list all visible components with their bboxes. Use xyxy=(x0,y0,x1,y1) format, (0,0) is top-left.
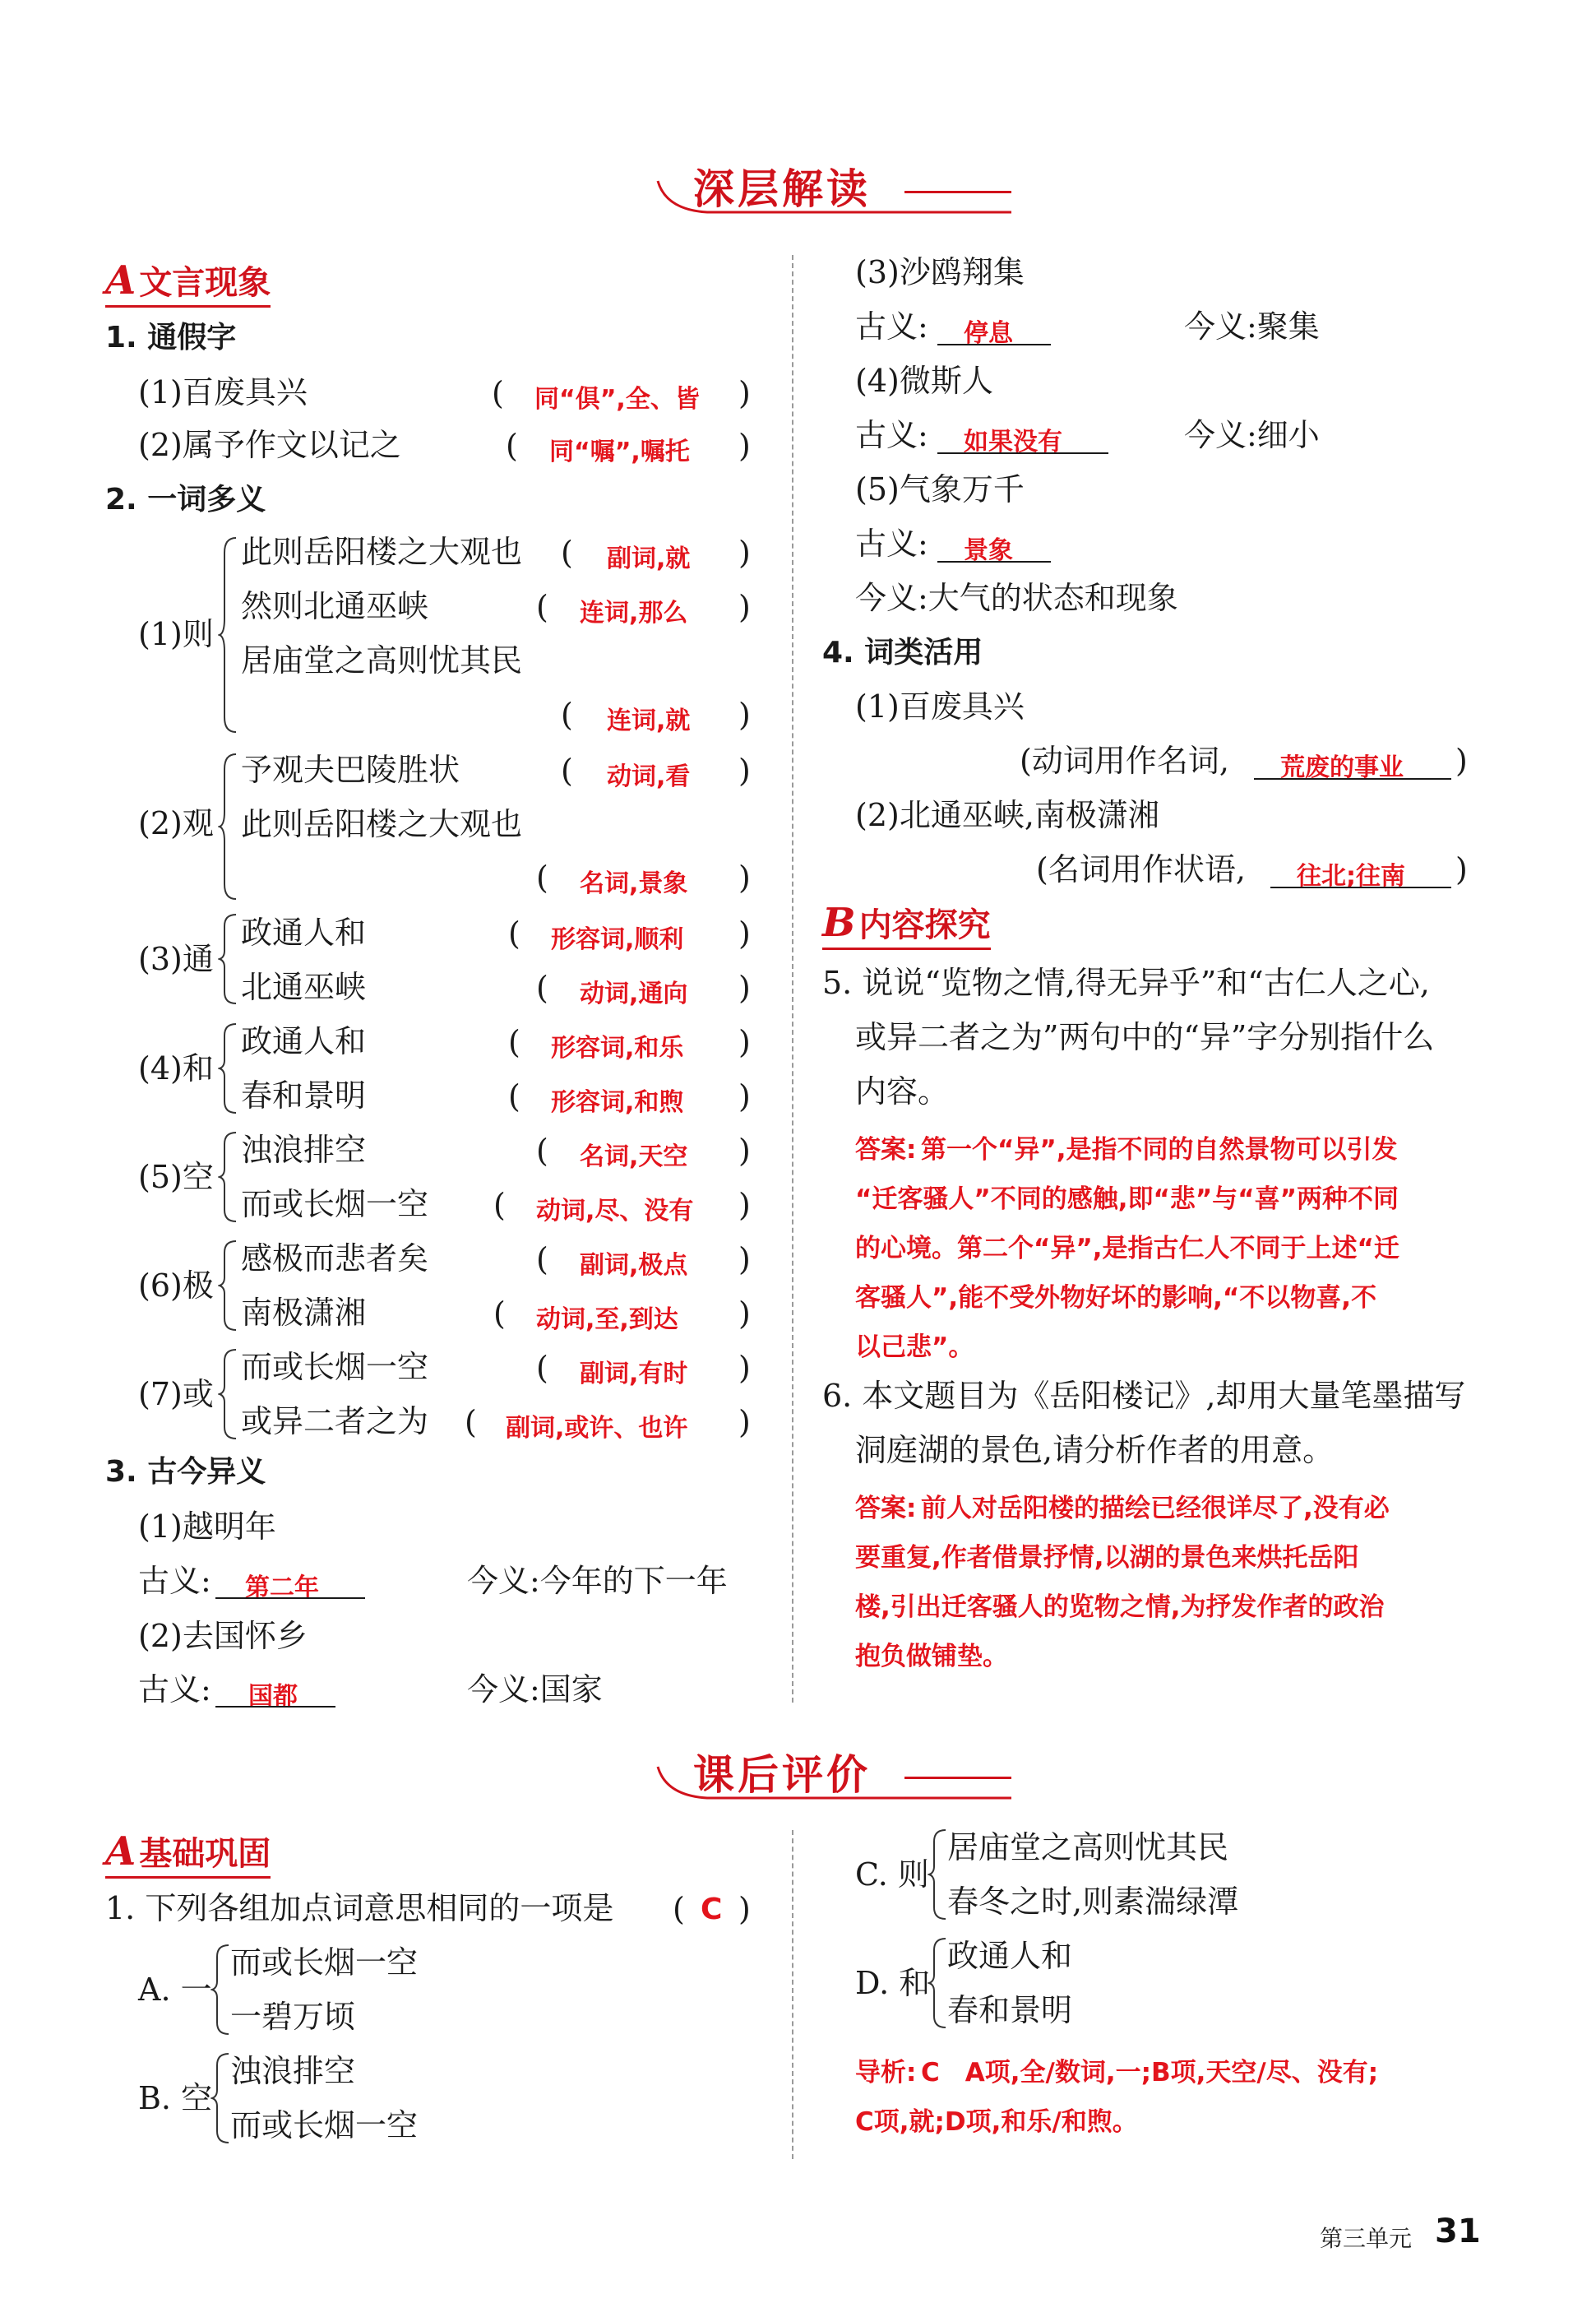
q2-g3-answer-1: 形容词,顺利 xyxy=(551,925,684,954)
paren-close: ) xyxy=(738,697,751,733)
q2-group-7-label: (7)或 xyxy=(138,1376,214,1412)
brace-icon xyxy=(218,1131,239,1223)
answer-underline xyxy=(215,1597,365,1599)
section-title-ornament xyxy=(650,164,1028,222)
section-title-after-class: 课后评价 xyxy=(693,1751,871,1799)
q2-g2-answer-2: 名词,景象 xyxy=(580,869,688,898)
q2-g2-answer-1: 动词,看 xyxy=(607,762,691,791)
q5-answer-line-5: 以己悲”。 xyxy=(855,1332,974,1362)
q3-item-2-ancient-label: 古义: xyxy=(138,1671,211,1708)
q2-g1-answer-3: 连词,就 xyxy=(607,707,691,735)
mcq-option-c-line-1: 居庙堂之高则忧其民 xyxy=(947,1829,1229,1865)
q2-group-2-label: (2)观 xyxy=(138,805,214,841)
section-title-ornament xyxy=(650,1750,1028,1808)
mcq-stem: 1. 下列各组加点词意思相同的一项是 xyxy=(105,1890,614,1926)
q2-g4-answer-2: 形容词,和煦 xyxy=(551,1088,684,1117)
paren-close: ) xyxy=(738,1295,751,1332)
mcq-option-b-label: B. 空 xyxy=(138,2080,213,2116)
paren-open: ( xyxy=(508,1024,520,1060)
mcq-option-b-line-1: 浊浪排空 xyxy=(230,2053,356,2089)
q2-g2-line-2: 此则岳阳楼之大观也 xyxy=(241,806,523,842)
subhead-letter-b: B xyxy=(822,900,856,946)
q4-title: 4. 词类活用 xyxy=(822,636,983,670)
q1-item-2-text: (2)属予作文以记之 xyxy=(138,427,401,463)
subhead-label: 基础巩固 xyxy=(139,1835,271,1873)
q5-answer-line-1: 第一个“异”,是指不同的自然景物可以引发 xyxy=(921,1135,1398,1165)
paren-close: ) xyxy=(738,1241,751,1277)
q2-g5-line-1: 浊浪排空 xyxy=(241,1132,367,1168)
q5-answer-line-2: “迁客骚人”不同的感触,即“悲”与“喜”两种不同 xyxy=(855,1184,1399,1214)
q6-line-1: 6. 本文题目为《岳阳楼记》,却用大量笔墨描写 xyxy=(822,1378,1466,1414)
q4-item-1-answer: 荒废的事业 xyxy=(1280,753,1404,782)
paren-open: ( xyxy=(536,1350,548,1386)
answer-underline xyxy=(1254,778,1451,780)
q3-item-4-word: (4)微斯人 xyxy=(855,363,993,399)
q3-item-1-ancient: 第二年 xyxy=(245,1573,319,1602)
q1-item-1-text: (1)百废具兴 xyxy=(138,374,308,410)
paren-open: ( xyxy=(493,1187,506,1223)
q3-title: 3. 古今异义 xyxy=(105,1455,266,1489)
q3-item-4-ancient: 如果没有 xyxy=(964,428,1062,456)
q6-answer-label: 答案: xyxy=(855,1494,917,1523)
q3-item-2-ancient: 国都 xyxy=(248,1682,298,1711)
q4-item-2-close: ) xyxy=(1455,851,1468,887)
q2-g5-line-2: 而或长烟一空 xyxy=(241,1186,429,1222)
brace-icon xyxy=(218,913,239,1005)
q2-group-1-label: (1)则 xyxy=(138,616,214,652)
q2-g6-answer-2: 动词,至,到达 xyxy=(536,1305,678,1334)
q2-g6-line-1: 感极而悲者矣 xyxy=(241,1240,429,1277)
column-divider xyxy=(792,255,793,1703)
q4-item-2-answer: 往北;往南 xyxy=(1297,862,1405,891)
paren-close: ) xyxy=(738,1133,751,1169)
section-title-rule xyxy=(904,191,1011,193)
brace-icon xyxy=(210,1944,232,2036)
q2-g2-line-1: 予观夫巴陵胜状 xyxy=(241,752,460,788)
paren-open: ( xyxy=(536,1241,548,1277)
q4-item-1-close: ) xyxy=(1455,743,1468,779)
brace-icon xyxy=(218,536,239,734)
q6-answer-line-2: 要重复,作者借景抒情,以湖的景色来烘托岳阳 xyxy=(855,1543,1359,1573)
q2-g7-line-1: 而或长烟一空 xyxy=(241,1349,429,1385)
paren-close: ) xyxy=(738,1187,751,1223)
q2-g1-line-3: 居庙堂之高则忧其民 xyxy=(241,642,523,679)
q3-item-1-ancient-label: 古义: xyxy=(138,1563,211,1599)
mcq-option-c-label: C. 则 xyxy=(855,1856,929,1893)
paren-open: ( xyxy=(561,697,573,733)
brace-icon xyxy=(928,1937,949,2029)
q2-g1-line-2: 然则北通巫峡 xyxy=(241,588,429,624)
q3-item-1-word: (1)越明年 xyxy=(138,1508,276,1545)
subhead-content-inquiry xyxy=(822,899,991,950)
q2-group-4-label: (4)和 xyxy=(138,1050,214,1087)
mcq-option-a-label: A. 一 xyxy=(138,1972,212,2008)
answer-underline xyxy=(937,344,1051,345)
subhead-label: 内容探究 xyxy=(858,906,991,944)
mcq-option-d-line-2: 春和景明 xyxy=(947,1992,1073,2028)
q2-g3-line-2: 北通巫峡 xyxy=(241,969,367,1005)
paren-open: ( xyxy=(508,1078,520,1114)
mcq-answer: C xyxy=(701,1893,723,1926)
q3-item-1-modern: 今义:今年的下一年 xyxy=(467,1563,728,1599)
paren-open: ( xyxy=(506,428,518,464)
paren-close: ) xyxy=(738,589,751,625)
q2-g1-answer-2: 连词,那么 xyxy=(580,599,688,628)
q3-item-5-ancient: 景象 xyxy=(964,536,1013,565)
q2-g5-answer-2: 动词,尽、没有 xyxy=(536,1197,694,1226)
mcq-option-a-line-2: 一碧万顷 xyxy=(230,1999,356,2035)
q5-answer-line-3: 的心境。第二个“异”,是指古仁人不同于上述“迁 xyxy=(855,1234,1399,1263)
q6-answer-line-4: 抱负做铺垫。 xyxy=(855,1642,1008,1671)
subhead-classical-phenomena xyxy=(105,257,271,308)
answer-underline xyxy=(937,452,1108,454)
q4-item-2-note: (名词用作状语, xyxy=(1036,851,1246,887)
q2-group-3-label: (3)通 xyxy=(138,941,214,977)
q2-g7-answer-2: 副词,或许、也许 xyxy=(506,1414,688,1443)
mcq-option-c-line-2: 春冬之时,则素湍绿潭 xyxy=(947,1884,1239,1920)
paren-close: ) xyxy=(738,428,751,464)
paren-open: ( xyxy=(465,1404,477,1440)
mcq-option-d-label: D. 和 xyxy=(855,1965,931,2001)
q3-item-2-word: (2)去国怀乡 xyxy=(138,1618,308,1654)
paren-close: ) xyxy=(738,1078,751,1114)
subhead-letter-a: A xyxy=(105,1828,136,1874)
q3-item-3-modern: 今义:聚集 xyxy=(1184,308,1320,345)
paren-close: ) xyxy=(738,1350,751,1386)
brace-icon xyxy=(218,753,239,901)
q5-answer-line-4: 客骚人”,能不受外物好坏的影响,“不以物喜,不 xyxy=(855,1283,1377,1313)
mcq-analysis-line-2: C项,就;D项,和乐/和煦。 xyxy=(855,2107,1138,2137)
q3-item-5-ancient-label: 古义: xyxy=(855,526,928,562)
paren-open: ( xyxy=(536,970,548,1006)
q2-g3-answer-2: 动词,通向 xyxy=(580,980,688,1008)
mcq-analysis-line-1: C A项,全/数词,一;B项,天空/尽、没有; xyxy=(921,2058,1379,2088)
q2-g3-line-1: 政通人和 xyxy=(241,915,367,951)
paren-close: ) xyxy=(738,535,751,571)
answer-underline xyxy=(215,1706,335,1708)
answer-underline xyxy=(937,561,1051,563)
q6-answer-line-3: 楼,引出迁客骚人的览物之情,为抒发作者的政治 xyxy=(855,1592,1385,1622)
section-title-rule xyxy=(904,1777,1011,1779)
paren-close: ) xyxy=(738,915,751,952)
page-number: 31 xyxy=(1435,2213,1481,2250)
paren-close: ) xyxy=(738,1891,751,1927)
q4-item-2-text: (2)北通巫峡,南极潇湘 xyxy=(855,797,1159,833)
q2-group-5-label: (5)空 xyxy=(138,1159,214,1195)
mcq-option-b-line-2: 而或长烟一空 xyxy=(230,2107,419,2143)
q2-g4-answer-1: 形容词,和乐 xyxy=(551,1034,684,1063)
paren-close: ) xyxy=(738,375,751,411)
brace-icon xyxy=(218,1348,239,1440)
brace-icon xyxy=(218,1240,239,1332)
q3-item-3-ancient: 停息 xyxy=(964,319,1013,348)
paren-open: ( xyxy=(561,535,573,571)
brace-icon xyxy=(218,1022,239,1114)
q6-answer-line-1: 前人对岳阳楼的描绘已经很详尽了,没有必 xyxy=(921,1494,1390,1523)
answer-underline xyxy=(1270,887,1451,888)
brace-icon xyxy=(210,2052,232,2144)
q2-group-6-label: (6)极 xyxy=(138,1267,214,1304)
q2-g7-answer-1: 副词,有时 xyxy=(580,1360,688,1388)
subhead-letter-a: A xyxy=(105,257,136,304)
subhead-basic-consolidation xyxy=(105,1828,271,1879)
q2-g6-line-2: 南极潇湘 xyxy=(241,1295,367,1331)
q2-g4-line-1: 政通人和 xyxy=(241,1023,367,1059)
footer-unit: 第三单元 xyxy=(1320,2225,1413,2252)
paren-open: ( xyxy=(673,1891,685,1927)
paren-open: ( xyxy=(561,753,573,789)
q1-item-1-answer: 同“俱”,全、皆 xyxy=(534,385,700,414)
column-divider xyxy=(792,1830,793,2159)
q3-item-2-modern: 今义:国家 xyxy=(467,1671,603,1708)
q5-line-1: 5. 说说“览物之情,得无异乎”和“古仁人之心, xyxy=(822,965,1430,1001)
q2-g4-line-2: 春和景明 xyxy=(241,1077,367,1114)
brace-icon xyxy=(928,1828,949,1921)
q3-item-4-modern: 今义:细小 xyxy=(1184,417,1320,453)
mcq-option-a-line-1: 而或长烟一空 xyxy=(230,1944,419,1981)
paren-open: ( xyxy=(492,375,504,411)
paren-close: ) xyxy=(738,1024,751,1060)
q3-item-5-word: (5)气象万千 xyxy=(855,471,1025,507)
mcq-option-d-line-1: 政通人和 xyxy=(947,1938,1073,1974)
paren-open: ( xyxy=(536,860,548,896)
q2-g1-answer-1: 副词,就 xyxy=(607,544,691,573)
q3-item-4-ancient-label: 古义: xyxy=(855,417,928,453)
section-title-deep-reading: 深层解读 xyxy=(693,165,871,213)
q4-item-1-note: (动词用作名词, xyxy=(1020,743,1229,779)
q3-item-5-modern: 今义:大气的状态和现象 xyxy=(855,580,1178,616)
q2-g7-line-2: 或异二者之为 xyxy=(241,1403,429,1439)
paren-close: ) xyxy=(738,860,751,896)
q2-g5-answer-1: 名词,天空 xyxy=(580,1142,688,1171)
subhead-label: 文言现象 xyxy=(139,264,271,302)
paren-close: ) xyxy=(738,753,751,789)
q3-item-3-ancient-label: 古义: xyxy=(855,308,928,345)
paren-close: ) xyxy=(738,1404,751,1440)
q2-g1-line-1: 此则岳阳楼之大观也 xyxy=(241,534,523,570)
paren-close: ) xyxy=(738,970,751,1006)
q4-item-1-text: (1)百废具兴 xyxy=(855,688,1025,725)
q1-title: 1. 通假字 xyxy=(105,321,237,354)
paren-open: ( xyxy=(536,589,548,625)
paren-open: ( xyxy=(493,1295,506,1332)
q2-g6-answer-1: 副词,极点 xyxy=(580,1251,688,1280)
mcq-analysis-label: 导析: xyxy=(855,2058,917,2088)
q5-line-2: 或异二者之为”两句中的“异”字分别指什么 xyxy=(855,1019,1435,1055)
q6-line-2: 洞庭湖的景色,请分析作者的用意。 xyxy=(855,1432,1335,1468)
q5-line-3: 内容。 xyxy=(855,1073,950,1110)
q1-item-2-answer: 同“嘱”,嘱托 xyxy=(549,438,690,466)
paren-open: ( xyxy=(536,1133,548,1169)
q3-item-3-word: (3)沙鸥翔集 xyxy=(855,254,1025,290)
paren-open: ( xyxy=(508,915,520,952)
q2-title: 2. 一词多义 xyxy=(105,483,266,517)
q5-answer-label: 答案: xyxy=(855,1135,917,1165)
